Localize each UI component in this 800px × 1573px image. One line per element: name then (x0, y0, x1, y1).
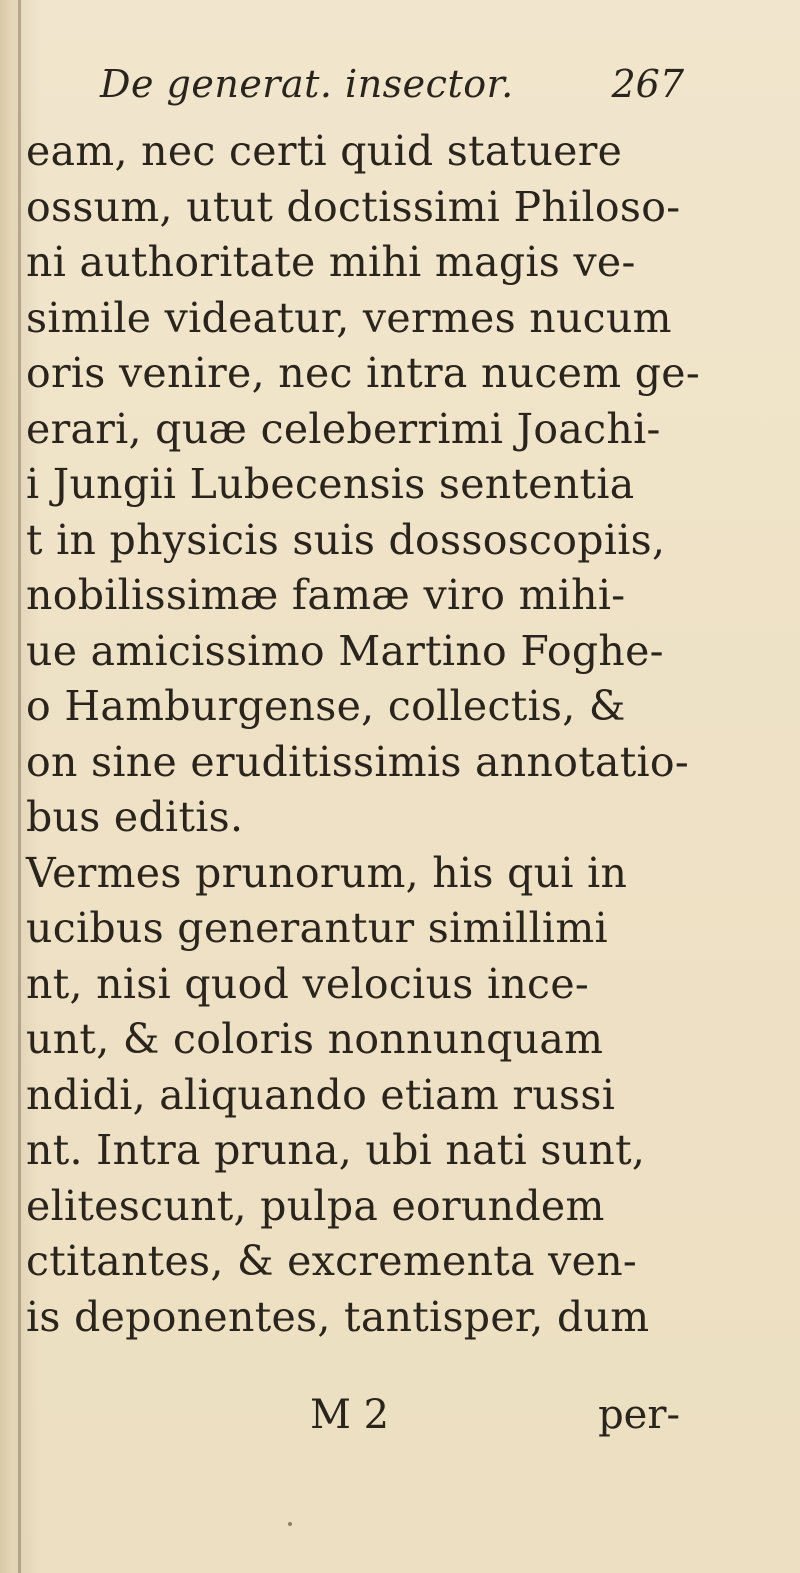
page-header (100, 62, 690, 122)
text-line: unt, & coloris nonnunquam (26, 1015, 604, 1063)
text-line: erari, quæ celeberrimi Joachi- (26, 404, 661, 453)
text-line: nt. Intra pruna, ubi nati sunt, (26, 1126, 646, 1174)
gutter-edge-line (18, 0, 21, 1573)
page-footer (100, 1392, 690, 1452)
text-line: oris venire, nec intra nucem ge- (26, 349, 700, 397)
catchword: per- (598, 1392, 680, 1438)
text-line: elitescunt, pulpa eorundem (26, 1181, 605, 1230)
text-line: ctitantes, & excrementa ven- (26, 1237, 638, 1285)
text-line: simile videatur, vermes nucum (26, 293, 672, 342)
text-line: ndidi, aliquando etiam russi (26, 1070, 616, 1119)
text-line: Vermes prunorum, his qui in (26, 848, 628, 897)
text-line: is deponentes, tantisper, dum (26, 1292, 650, 1341)
signature-mark: M 2 (310, 1392, 390, 1438)
text-line: ue amicissimo Martino Foghe- (26, 626, 664, 675)
text-line: ni authoritate mihi magis ve- (26, 238, 636, 286)
text-line: on sine eruditissimis annotatio- (26, 737, 690, 786)
text-line: ucibus generantur simillimi (26, 904, 608, 952)
running-title: De generat. insector. (100, 62, 514, 106)
text-line: nt, nisi quod velocius ince- (26, 959, 590, 1008)
text-line: bus editis. (26, 793, 244, 841)
text-line: o Hamburgense, collectis, & (26, 682, 626, 730)
text-line: nobilissimæ famæ viro mihi- (26, 571, 626, 619)
text-line: eam, nec certi quid statuere (26, 127, 623, 175)
text-line: t in physicis suis dossoscopiis, (26, 515, 666, 564)
text-line: i Jungii Lubecensis sententia (26, 460, 635, 508)
body-text (26, 124, 700, 1345)
text-line: ossum, utut doctissimi Philoso- (26, 182, 681, 231)
paper-speck (288, 1522, 292, 1526)
page-number: 267 (611, 62, 684, 106)
